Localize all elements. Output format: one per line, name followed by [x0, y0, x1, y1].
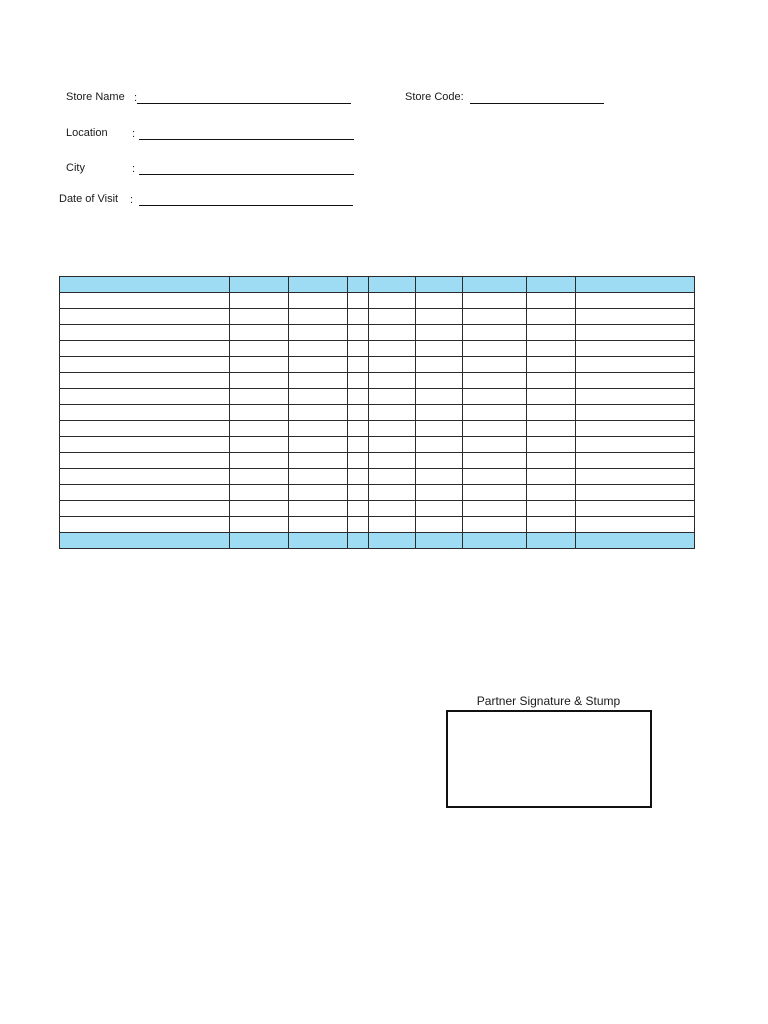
table-cell[interactable]	[576, 373, 695, 389]
table-cell	[289, 277, 348, 293]
table-cell[interactable]	[60, 421, 230, 437]
date-of-visit-label: Date of Visit	[59, 193, 119, 205]
table-cell	[60, 277, 230, 293]
table-cell	[369, 533, 416, 549]
store-name-field[interactable]	[137, 103, 351, 104]
table-cell[interactable]	[348, 517, 369, 533]
table-cell[interactable]	[527, 357, 576, 373]
date-of-visit-field[interactable]	[139, 205, 353, 206]
table-cell[interactable]	[416, 517, 463, 533]
table-cell[interactable]	[416, 501, 463, 517]
table-cell[interactable]	[230, 421, 289, 437]
city-label: City	[66, 162, 85, 174]
table-cell[interactable]	[289, 405, 348, 421]
table-cell[interactable]	[416, 357, 463, 373]
table-cell[interactable]	[348, 469, 369, 485]
table-cell[interactable]	[289, 453, 348, 469]
table-cell	[348, 533, 369, 549]
table-cell[interactable]	[527, 421, 576, 437]
table-footer-row	[60, 533, 695, 549]
table-cell[interactable]	[289, 309, 348, 325]
table-cell[interactable]	[230, 437, 289, 453]
table-cell[interactable]	[369, 421, 416, 437]
table-cell[interactable]	[463, 469, 527, 485]
table-cell[interactable]	[416, 437, 463, 453]
city-field[interactable]	[139, 174, 354, 175]
table-cell[interactable]	[527, 437, 576, 453]
table-cell[interactable]	[576, 341, 695, 357]
table-cell[interactable]	[527, 453, 576, 469]
table-cell[interactable]	[369, 389, 416, 405]
table-cell[interactable]	[463, 437, 527, 453]
table-row	[60, 357, 695, 373]
table-cell[interactable]	[416, 469, 463, 485]
table-cell[interactable]	[527, 469, 576, 485]
table-cell[interactable]	[463, 389, 527, 405]
table-cell[interactable]	[60, 453, 230, 469]
table-cell[interactable]	[576, 293, 695, 309]
table-cell[interactable]	[348, 309, 369, 325]
table-cell[interactable]	[416, 325, 463, 341]
table-cell[interactable]	[369, 293, 416, 309]
city-colon: :	[132, 163, 136, 175]
table-cell[interactable]	[230, 485, 289, 501]
table-row	[60, 453, 695, 469]
table-cell[interactable]	[369, 501, 416, 517]
table-row	[60, 373, 695, 389]
table-cell[interactable]	[230, 357, 289, 373]
table-cell[interactable]	[60, 341, 230, 357]
table-cell[interactable]	[369, 325, 416, 341]
table-cell[interactable]	[463, 357, 527, 373]
table-cell	[463, 533, 527, 549]
table-cell[interactable]	[527, 485, 576, 501]
table-cell	[576, 533, 695, 549]
table-row	[60, 421, 695, 437]
table-cell[interactable]	[289, 421, 348, 437]
table-cell[interactable]	[369, 437, 416, 453]
table-cell[interactable]	[348, 357, 369, 373]
table-cell[interactable]	[230, 453, 289, 469]
table-cell[interactable]	[348, 373, 369, 389]
store-code-label: Store Code:	[405, 91, 464, 103]
table-row	[60, 341, 695, 357]
table-cell	[230, 277, 289, 293]
store-code-field[interactable]	[470, 103, 604, 104]
table-cell[interactable]	[416, 341, 463, 357]
table-cell[interactable]	[289, 341, 348, 357]
table-row	[60, 325, 695, 341]
table-cell[interactable]	[230, 405, 289, 421]
table-row	[60, 517, 695, 533]
table-cell[interactable]	[576, 453, 695, 469]
table-cell[interactable]	[369, 405, 416, 421]
table-cell[interactable]	[527, 309, 576, 325]
table-cell[interactable]	[60, 405, 230, 421]
table-cell[interactable]	[348, 437, 369, 453]
table-cell[interactable]	[60, 389, 230, 405]
table-cell	[463, 277, 527, 293]
table-cell[interactable]	[230, 341, 289, 357]
table-cell[interactable]	[230, 517, 289, 533]
table-cell[interactable]	[527, 405, 576, 421]
table-cell[interactable]	[576, 469, 695, 485]
table-cell[interactable]	[369, 517, 416, 533]
table-cell[interactable]	[289, 293, 348, 309]
table-cell	[289, 533, 348, 549]
table-cell[interactable]	[463, 293, 527, 309]
table-cell[interactable]	[60, 501, 230, 517]
table-cell[interactable]	[416, 405, 463, 421]
table-cell[interactable]	[369, 469, 416, 485]
table-cell[interactable]	[576, 437, 695, 453]
table-cell[interactable]	[289, 517, 348, 533]
table-cell[interactable]	[348, 293, 369, 309]
table-cell	[348, 277, 369, 293]
table-cell[interactable]	[348, 325, 369, 341]
table-row	[60, 309, 695, 325]
table-cell[interactable]	[576, 405, 695, 421]
table-cell[interactable]	[289, 389, 348, 405]
table-cell[interactable]	[463, 341, 527, 357]
table-cell[interactable]	[463, 453, 527, 469]
table-cell[interactable]	[463, 421, 527, 437]
table-cell[interactable]	[348, 341, 369, 357]
table-cell[interactable]	[416, 309, 463, 325]
table-row	[60, 437, 695, 453]
table-cell[interactable]	[60, 373, 230, 389]
table-cell[interactable]	[369, 309, 416, 325]
table-row	[60, 485, 695, 501]
table-row	[60, 469, 695, 485]
table-cell[interactable]	[527, 389, 576, 405]
table-cell[interactable]	[348, 501, 369, 517]
table-cell[interactable]	[527, 501, 576, 517]
table-cell[interactable]	[463, 309, 527, 325]
table-cell	[416, 277, 463, 293]
table-cell[interactable]	[527, 517, 576, 533]
table-cell[interactable]	[369, 373, 416, 389]
table-cell[interactable]	[527, 373, 576, 389]
table-cell[interactable]	[289, 325, 348, 341]
table-cell[interactable]	[230, 373, 289, 389]
table-cell[interactable]	[463, 373, 527, 389]
table-cell[interactable]	[463, 325, 527, 341]
location-field[interactable]	[139, 139, 354, 140]
table-cell[interactable]	[348, 405, 369, 421]
table-cell[interactable]	[289, 469, 348, 485]
table-cell[interactable]	[348, 453, 369, 469]
table-cell	[527, 533, 576, 549]
table-cell[interactable]	[527, 325, 576, 341]
table-cell[interactable]	[416, 373, 463, 389]
table-cell[interactable]	[416, 485, 463, 501]
table-cell[interactable]	[576, 357, 695, 373]
signature-stamp-box[interactable]	[446, 710, 652, 808]
table-cell[interactable]	[576, 501, 695, 517]
table-cell[interactable]	[60, 293, 230, 309]
table-cell[interactable]	[289, 485, 348, 501]
table-cell[interactable]	[463, 517, 527, 533]
table-cell[interactable]	[463, 485, 527, 501]
table-row	[60, 389, 695, 405]
table-cell[interactable]	[348, 389, 369, 405]
table-cell[interactable]	[60, 325, 230, 341]
table-row	[60, 405, 695, 421]
table-cell[interactable]	[230, 389, 289, 405]
table-header-row	[60, 277, 695, 293]
table-cell[interactable]	[230, 309, 289, 325]
table-cell[interactable]	[289, 373, 348, 389]
table-cell[interactable]	[230, 501, 289, 517]
table-cell	[369, 277, 416, 293]
table-cell[interactable]	[60, 517, 230, 533]
table-cell[interactable]	[527, 293, 576, 309]
store-name-label: Store Name	[66, 91, 125, 103]
table-cell[interactable]	[576, 309, 695, 325]
table-cell[interactable]	[463, 501, 527, 517]
table-cell[interactable]	[369, 485, 416, 501]
table-cell[interactable]	[576, 325, 695, 341]
table-cell[interactable]	[527, 341, 576, 357]
table-cell[interactable]	[60, 469, 230, 485]
table-cell[interactable]	[289, 437, 348, 453]
table-cell[interactable]	[289, 501, 348, 517]
table-cell[interactable]	[348, 421, 369, 437]
table-cell[interactable]	[576, 485, 695, 501]
table-cell[interactable]	[416, 389, 463, 405]
table-cell[interactable]	[416, 293, 463, 309]
table-cell	[230, 533, 289, 549]
table-cell[interactable]	[576, 517, 695, 533]
table-cell[interactable]	[289, 357, 348, 373]
location-colon: :	[132, 128, 136, 140]
signature-title: Partner Signature & Stump	[476, 694, 621, 708]
table-cell[interactable]	[369, 453, 416, 469]
date-of-visit-colon: :	[130, 194, 134, 206]
table-cell	[416, 533, 463, 549]
table-row	[60, 293, 695, 309]
location-label: Location	[66, 127, 108, 139]
table-cell[interactable]	[60, 437, 230, 453]
table-cell[interactable]	[369, 357, 416, 373]
table-cell	[527, 277, 576, 293]
table-cell[interactable]	[348, 485, 369, 501]
table-cell[interactable]	[369, 341, 416, 357]
table-cell[interactable]	[230, 469, 289, 485]
table-cell[interactable]	[416, 421, 463, 437]
table-cell[interactable]	[60, 485, 230, 501]
visit-table	[59, 276, 695, 549]
table-cell[interactable]	[60, 309, 230, 325]
table-cell[interactable]	[230, 325, 289, 341]
table-cell[interactable]	[576, 421, 695, 437]
table-cell[interactable]	[576, 389, 695, 405]
table-cell[interactable]	[230, 293, 289, 309]
table-cell	[576, 277, 695, 293]
table-cell	[60, 533, 230, 549]
table-cell[interactable]	[463, 405, 527, 421]
table-cell[interactable]	[60, 357, 230, 373]
table-cell[interactable]	[416, 453, 463, 469]
store-name-colon: :	[134, 92, 138, 104]
table-row	[60, 501, 695, 517]
